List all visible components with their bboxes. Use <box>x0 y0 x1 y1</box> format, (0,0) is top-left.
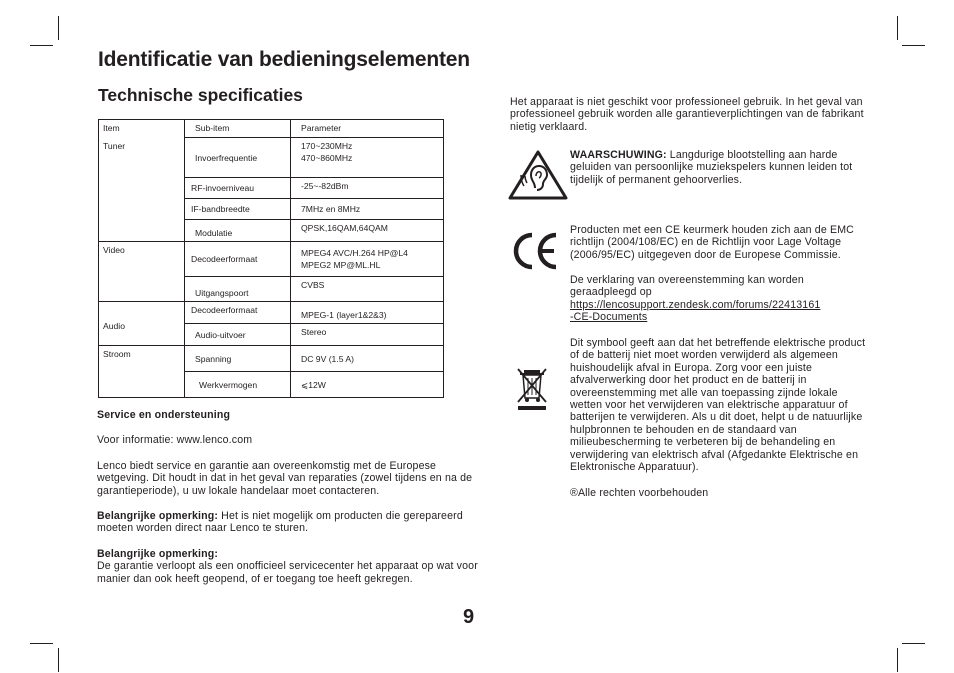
crop-mark <box>897 648 898 672</box>
table-cell: QPSK,16QAM,64QAM <box>291 220 444 242</box>
table-cell: Modulatie <box>185 220 291 242</box>
table-header: Parameter <box>291 120 444 138</box>
table-cell: Spanning <box>185 346 291 372</box>
table-cell: Stereo <box>291 324 444 346</box>
table-cell: CVBS <box>291 277 444 302</box>
table-cell: Werkvermogen <box>185 372 291 398</box>
table-cell: RF-invoerniveau <box>185 178 291 199</box>
weee-text: Dit symbool geeft aan dat het betreffende elektrische product of de batterij niet moet worden verwijderd als algemeen huishoudelijk afval in Europa. Zorg voor een juiste afvalverwerking door het product en de batterij in overeenstemming met alle van toepassing zijnde lokale wetten voor het verwijderen van elektrische apparatuur of batterijen te verwijderen. Als u dit doet, helpt u de natuurlijke hulpbronnen te behouden en de standaard van milieubescherming te verbeteren bij de behandeling en verwijdering van elektrisch afval (Afgedankte Elektrische en Elektronische Apparatuur). <box>570 337 866 474</box>
ce-text: Producten met een CE keurmerk houden zich aan de EMC richtlijn (2004/108/EC) en de Richtlijn voor Lage Voltage (2006/95/EC) uitgegeven door de Europese Commissie. <box>570 224 854 261</box>
table-row <box>99 242 444 277</box>
table-cell: MPEG-1 (layer1&2&3) <box>291 302 444 324</box>
table-cell: Uitgangspoort <box>185 277 291 302</box>
declaration-link[interactable]: https://lencosupport.zendesk.com/forums/22413161 -CE-Documents <box>570 299 821 324</box>
crop-mark <box>902 643 925 644</box>
table-cell: 7MHz en 8MHz <box>291 199 444 220</box>
professional-text: Het apparaat is niet geschikt voor professioneel gebruik. In het geval van professioneel gebruik worden alle garantieverplichtingen van de fabrikant nietig verklaard. <box>510 96 864 133</box>
table-cell: Audio-uitvoer <box>185 324 291 346</box>
table-cell: -25~-82dBm <box>291 178 444 199</box>
crop-mark <box>897 16 898 40</box>
table-header-row <box>99 120 444 138</box>
declaration-text: De verklaring van overeenstemming kan worden geraadpleegd op <box>570 274 804 299</box>
crop-mark <box>58 16 59 40</box>
note-1: Belangrijke opmerking: Het is niet mogelijk om producten die gerepareerd moeten worden direct naar Lenco te sturen. <box>97 510 463 535</box>
table-cell: Audio <box>99 302 185 346</box>
table-cell: ⩽12W <box>291 372 444 398</box>
table-cell: Decodeerformaat <box>185 302 291 324</box>
table-cell: Decodeerformaat <box>185 242 291 277</box>
hearing-warning-icon <box>508 150 568 200</box>
table-cell: Invoerfrequentie <box>185 138 291 178</box>
note-2: Belangrijke opmerking: De garantie verloopt als een onofficieel servicecenter het apparaat op wat voor manier dan ook heeft geopend, of er toegang toe heeft gekregen. <box>97 548 478 585</box>
table-cell: 170~230MHz 470~860MHz <box>291 138 444 178</box>
table-row <box>99 302 444 324</box>
warning-text: WAARSCHUWING: Langdurige blootstelling aan harde geluiden van persoonlijke muziekspelers kunnen leiden tot tijdelijk of permanent gehoorverlies. <box>570 149 853 186</box>
ce-mark-icon <box>510 231 560 271</box>
table-row <box>99 346 444 372</box>
table-cell: IF-bandbreedte <box>185 199 291 220</box>
crossed-bin-icon <box>515 366 549 411</box>
rights-text: ®Alle rechten voorbehouden <box>570 487 709 499</box>
table-cell: Video <box>99 242 185 302</box>
crop-mark <box>30 45 53 46</box>
info-text: Voor informatie: www.lenco.com <box>97 434 253 446</box>
table-header: Sub-item <box>185 120 291 138</box>
spec-table <box>98 119 444 398</box>
page-number: 9 <box>463 606 475 628</box>
table-header: Item <box>99 120 185 138</box>
crop-mark <box>58 648 59 672</box>
service-heading: Service en ondersteuning <box>97 409 231 421</box>
table-cell: Tuner <box>99 138 185 242</box>
table-cell: DC 9V (1.5 A) <box>291 346 444 372</box>
service-text: Lenco biedt service en garantie aan overeenkomstig met de Europese wetgeving. Dit houdt in dat in het geval van reparaties (zowel tijdens en na de garantieperiode), u uw lokale handelaar moet contacteren. <box>97 460 473 497</box>
crop-mark <box>30 643 53 644</box>
page-title: Identificatie van bedieningselementen <box>98 48 470 71</box>
table-cell: Stroom <box>99 346 185 398</box>
table-cell: MPEG4 AVC/H.264 HP@L4 MPEG2 MP@ML.HL <box>291 242 444 277</box>
section-title: Technische specificaties <box>98 85 303 105</box>
crop-mark <box>902 45 925 46</box>
table-row <box>99 138 444 178</box>
